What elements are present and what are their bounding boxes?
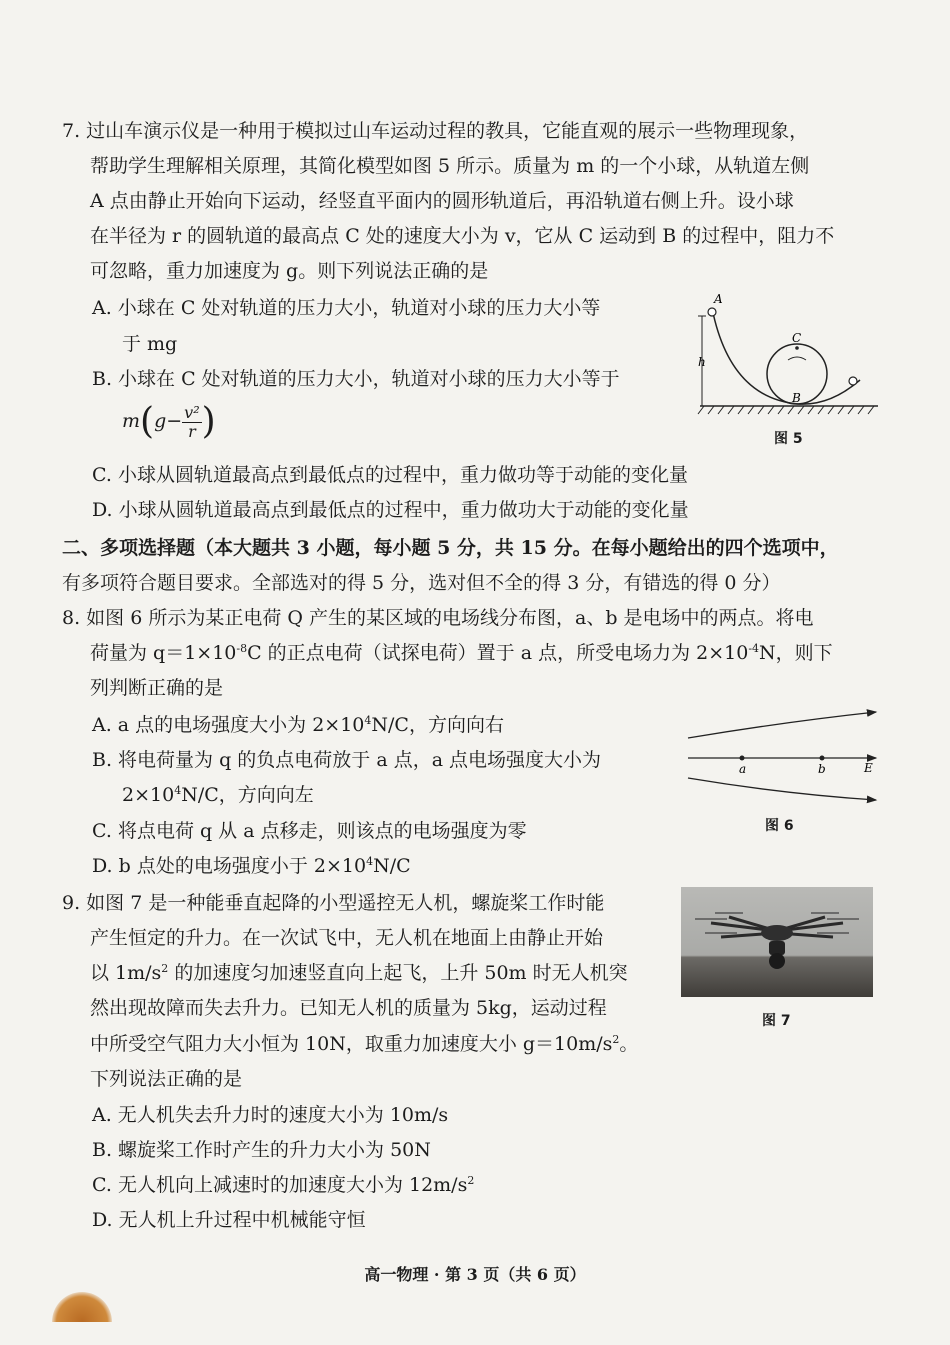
q7-line-2: 帮助学生理解相关原理，其简化模型如图 5 所示。质量为 m 的一个小球，从轨道左侧 (90, 155, 810, 177)
q8-option-b-exp: 4 (174, 784, 182, 797)
q8-line-1: 8. 如图 6 所示为某正电荷 Q 产生的某区域的电场线分布图，a、b 是电场中的两点。将电 (62, 607, 814, 629)
q7-line-1: 7. 过山车演示仪是一种用于模拟过山车运动过程的教具，它能直观的展示一些物理现象， (62, 120, 809, 142)
label-c: C (792, 331, 802, 345)
q9-line-5 (90, 1031, 638, 1057)
q8-option-a-exp: 4 (364, 714, 372, 727)
q7-option-b-formula: m(g− $\frac{\text{v²}}{r}$ ) (122, 401, 216, 442)
figure-7-caption: 图 7 (762, 1013, 791, 1029)
fraction-numerator: v² (184, 402, 200, 422)
section-2-heading: 二、多项选择题（本大题共 3 小题，每小题 5 分，共 15 分。在每小题给出的四个选项中， (62, 537, 839, 559)
figure-7-drone-photo (681, 887, 873, 997)
figure-5-roller-coaster (690, 288, 890, 448)
q8-line-3: 列判断正确的是 (90, 677, 224, 699)
q7-line-5: 可忽略，重力加速度为 g。则下列说法正确的是 (90, 260, 489, 282)
q8-option-b-line-2 (122, 782, 314, 808)
q8-line-2-c: N，则下 (759, 642, 833, 664)
q8-option-c: C. 将点电荷 q 从 a 点移走，则该点的电场强度为零 (92, 820, 527, 842)
q9-option-c-a: C. 无人机向上减速时的加速度大小为 12m/s (92, 1174, 468, 1196)
label-b-point: b (818, 762, 826, 776)
label-h: h (698, 355, 706, 369)
q8-line-2 (90, 640, 833, 666)
q8-option-d-a: D. b 点处的电场强度小于 2×10 (92, 855, 367, 877)
q8-option-a (92, 712, 504, 738)
q9-option-d: D. 无人机上升过程中机械能守恒 (92, 1209, 366, 1231)
q9-option-a: A. 无人机失去升力时的速度大小为 10m/s (92, 1104, 449, 1126)
q8-option-b-a: 2×10 (122, 784, 175, 806)
formula-m: m (122, 410, 141, 432)
q9-line-5-exp: 2 (612, 1033, 620, 1046)
label-a-point: a (739, 762, 747, 776)
q9-line-5-b: 。 (619, 1033, 639, 1055)
figure-5-caption: 图 5 (774, 431, 803, 447)
q8-option-a-a: A. a 点的电场强度大小为 2×10 (92, 714, 365, 736)
q8-option-b-line-1: B. 将电荷量为 q 的负点电荷放于 a 点，a 点电场强度大小为 (92, 749, 602, 771)
formula-fraction (182, 404, 201, 441)
q9-line-3 (90, 960, 628, 986)
q9-line-6: 下列说法正确的是 (90, 1068, 243, 1090)
q7-option-a-line-1: A. 小球在 C 处对轨道的压力大小，轨道对小球的压力大小等 (92, 297, 601, 319)
q8-option-d-b: N/C (373, 855, 411, 877)
q8-exponent-2: -4 (748, 642, 760, 655)
fraction-denominator: r (188, 421, 196, 441)
q9-line-3-b: 的加速度匀加速竖直向上起飞，上升 50m 时无人机突 (168, 962, 628, 984)
q7-option-a-line-2: 于 mg (122, 333, 178, 355)
q8-line-2-a: 荷量为 q＝1×10 (90, 642, 237, 664)
q9-option-b: B. 螺旋桨工作时产生的升力大小为 50N (92, 1139, 431, 1161)
q7-option-d: D. 小球从圆轨道最高点到最低点的过程中，重力做功大于动能的变化量 (92, 499, 689, 521)
q9-line-3-a: 以 1m/s (90, 962, 162, 984)
figure-6-caption: 图 6 (765, 818, 794, 834)
drone-icon (681, 887, 873, 997)
label-e-field: E (864, 761, 873, 775)
label-b: B (792, 391, 801, 405)
paper-stain (52, 1292, 112, 1322)
q7-line-4: 在半径为 r 的圆轨道的最高点 C 处的速度大小为 v，它从 C 运动到 B 的过程中，阻力不 (90, 225, 835, 247)
q9-line-1: 9. 如图 7 是一种能垂直起降的小型遥控无人机，螺旋桨工作时能 (62, 892, 605, 914)
q7-option-b-line-1: B. 小球在 C 处对轨道的压力大小，轨道对小球的压力大小等于 (92, 368, 620, 390)
label-a: A (714, 292, 723, 306)
q9-line-5-a: 中所受空气阻力大小恒为 10N，取重力加速度大小 g＝10m/s (90, 1033, 613, 1055)
q8-option-b-b: N/C，方向向左 (181, 784, 314, 806)
q7-option-c: C. 小球从圆轨道最高点到最低点的过程中，重力做功等于动能的变化量 (92, 464, 688, 486)
q9-line-4: 然出现故障而失去升力。已知无人机的质量为 5kg，运动过程 (90, 997, 607, 1019)
page-footer: 高一物理 · 第 3 页（共 6 页） (364, 1265, 586, 1284)
q8-option-d (92, 853, 411, 879)
section-2-instructions: 有多项符合题目要求。全部选对的得 5 分，选对但不全的得 3 分，有错选的得 0 分） (62, 572, 781, 594)
q8-option-a-b: N/C，方向向右 (371, 714, 504, 736)
q9-option-c (92, 1172, 474, 1198)
q9-option-c-exp: 2 (467, 1174, 475, 1187)
q7-line-3: A 点由静止开始向下运动，经竖直平面内的圆形轨道后，再沿轨道右侧上升。设小球 (90, 190, 794, 212)
q9-line-2: 产生恒定的升力。在一次试飞中，无人机在地面上由静止开始 (90, 927, 604, 949)
q9-line-3-exp: 2 (161, 962, 169, 975)
q8-option-d-exp: 4 (366, 855, 374, 868)
formula-g: g− (154, 410, 183, 432)
q8-line-2-b: C 的正点电荷（试探电荷）置于 a 点，所受电场力为 2×10 (247, 642, 749, 664)
q8-exponent-1: -8 (236, 642, 248, 655)
figure-6-field-lines (684, 700, 884, 810)
